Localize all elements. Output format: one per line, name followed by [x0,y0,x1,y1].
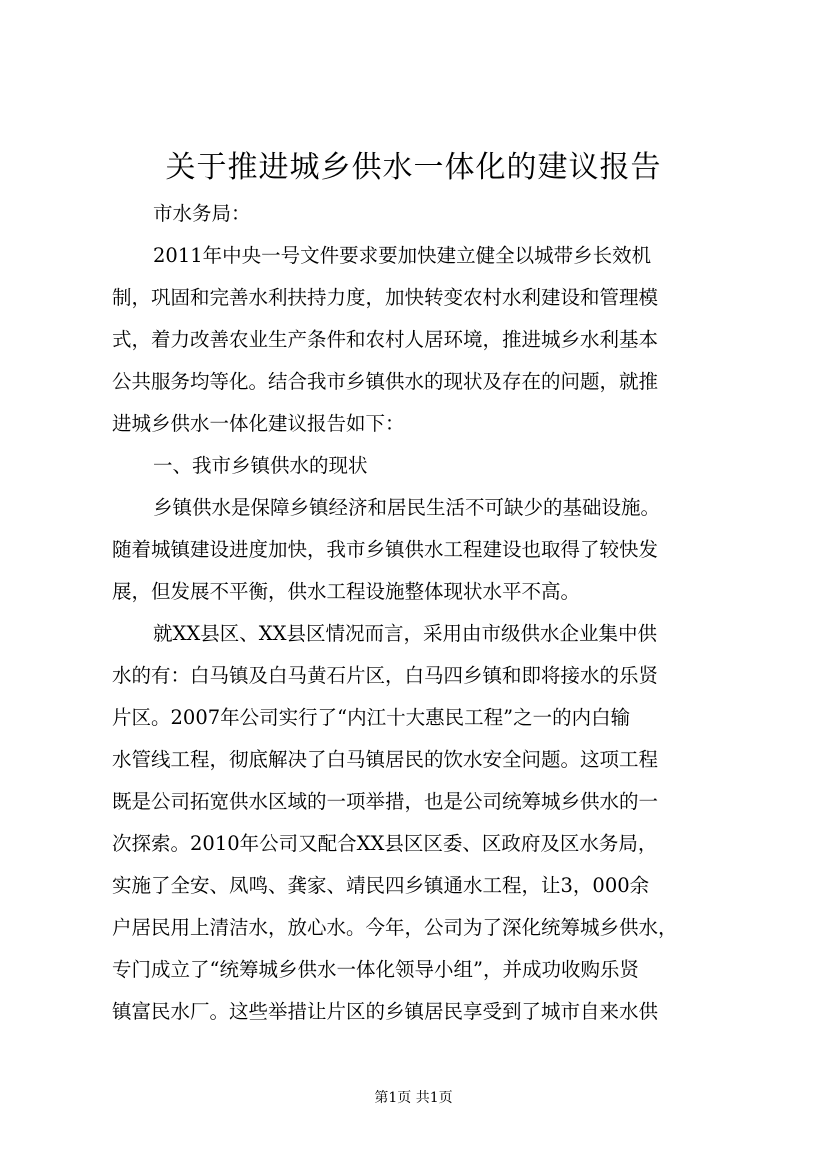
body-line: 片区。2007年公司实行了“内江十大惠民工程”之一的内白输 [112,706,631,729]
salutation-line: 市水务局： [153,202,251,225]
body-line: 户居民用上清洁水，放心水。今年，公司为了深化统筹城乡供水， [112,916,678,939]
body-line: 制，巩固和完善水利扶持力度，加快转变农村水利建设和管理模 [112,286,659,309]
body-line: 就XX县区、XX县区情况而言，采用由市级供水企业集中供 [153,622,658,645]
body-line: 式，着力改善农业生产条件和农村人居环境，推进城乡水利基本 [112,328,659,351]
body-line: 水管线工程，彻底解决了白马镇居民的饮水安全问题。这项工程 [112,748,659,771]
body-line: 2011年中央一号文件要求要加快建立健全以城带乡长效机 [153,244,652,267]
body-line: 进城乡供水一体化建议报告如下： [112,412,405,435]
body-line: 专门成立了“统筹城乡供水一体化领导小组”，并成功收购乐贤 [112,958,639,981]
body-line: 次探索。2010年公司又配合XX县区区委、区政府及区水务局， [112,832,658,855]
body-line: 既是公司拓宽供水区域的一项举措，也是公司统筹城乡供水的一 [112,790,659,813]
body-line: 镇富民水厂。这些举措让片区的乡镇居民享受到了城市自来水供 [112,1000,659,1023]
document-title: 关于推进城乡供水一体化的建议报告 [165,150,662,185]
body-line: 水的有：白马镇及白马黄石片区，白马四乡镇和即将接水的乐贤 [112,664,659,687]
page-footer: 第1页 共1页 [374,1090,453,1106]
section-heading: 一、我市乡镇供水的现状 [153,454,368,477]
body-line: 实施了全安、凤鸣、龚家、靖民四乡镇通水工程，让3，000余 [112,874,650,897]
body-line: 乡镇供水是保障乡镇经济和居民生活不可缺少的基础设施。 [153,496,661,519]
body-line: 随着城镇建设进度加快，我市乡镇供水工程建设也取得了较快发 [112,538,659,561]
body-line: 展，但发展不平衡，供水工程设施整体现状水平不高。 [112,580,581,603]
body-line: 公共服务均等化。结合我市乡镇供水的现状及存在的问题，就推 [112,370,659,393]
